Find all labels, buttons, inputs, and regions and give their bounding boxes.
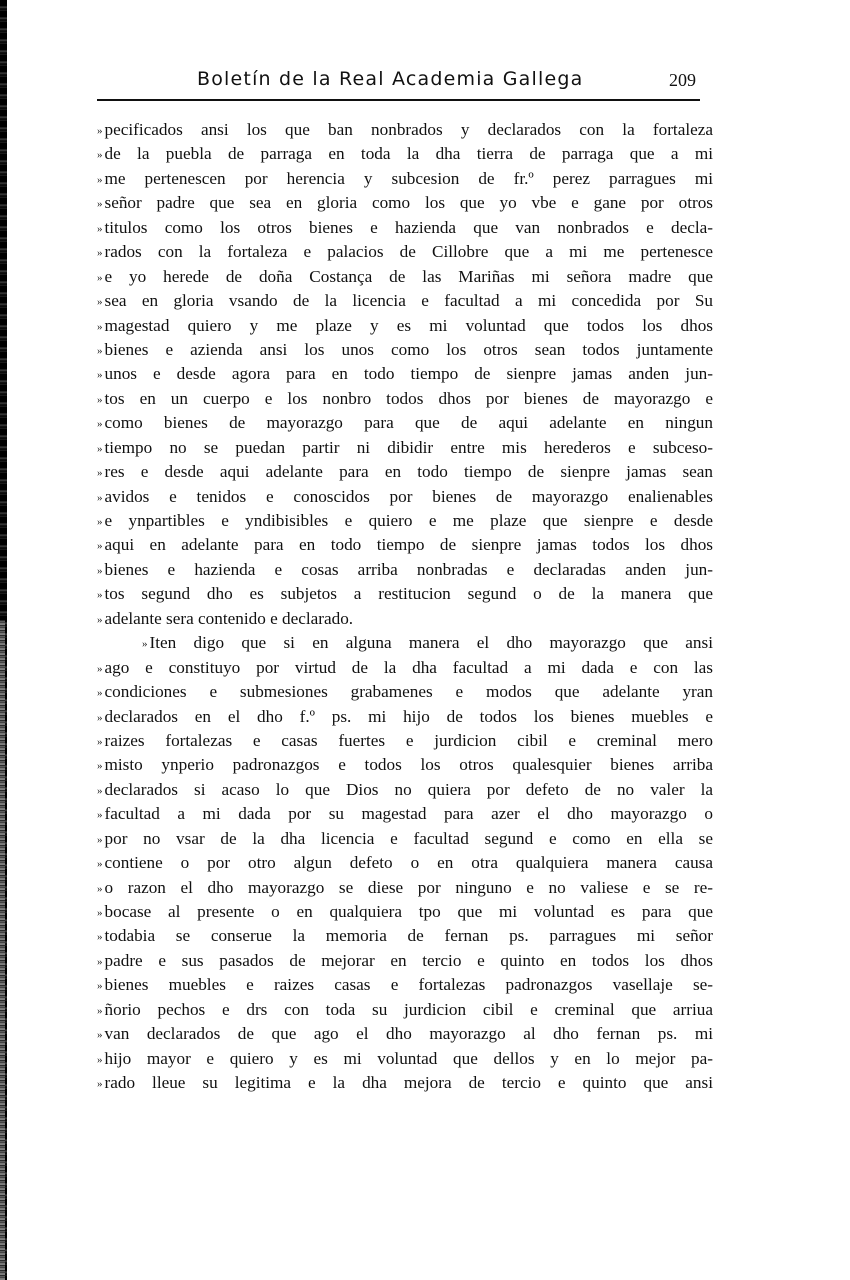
text-line: » rado lleue su legitima e la dha mejora de tercio e quinto que ansi (97, 1073, 713, 1093)
journal-title: Boletín de la Real Academia Gallega (197, 68, 584, 90)
quote-marker: » (97, 1053, 103, 1066)
quote-marker: » (97, 1078, 103, 1091)
quote-marker: » (97, 687, 103, 700)
page-number: 209 (669, 70, 696, 90)
quote-marker: » (97, 247, 103, 260)
text-line: » por no vsar de la dha licencia e facultad segund e como en ella se (97, 828, 713, 848)
quote-marker: » (97, 833, 103, 846)
text-line: » e yo herede de doña Costança de las Mariñas mi señora madre que (97, 266, 713, 286)
text-line: » tos segund dho es subjetos a restitucion segund o de la manera que (97, 584, 713, 604)
paragraph-end-line: » adelante sera contenido e declarado. (97, 608, 354, 628)
quote-marker: » (97, 735, 103, 748)
quote-marker: » (97, 369, 103, 382)
quote-marker: » (97, 931, 103, 944)
text-line: » e ynpartibles e yndibisibles e quiero e me plaze que sienpre e desde (97, 511, 713, 530)
text-line: » o razon el dho mayorazgo se diese por ninguno e no valiese e se re- (97, 877, 713, 897)
quote-marker: » (97, 149, 103, 162)
text-line: » rados con la fortaleza e palacios de Cillobre que a mi me pertenesce (97, 242, 713, 262)
quote-marker: » (97, 491, 103, 504)
text-line: » bienes e azienda ansi los unos como los otros sean todos juntamente (97, 339, 713, 359)
text-line: » facultad a mi dada por su magestad para azer el dho mayorazgo o (97, 804, 713, 824)
quote-marker: » (97, 784, 103, 797)
quote-marker: » (97, 613, 103, 626)
quote-marker: » (97, 589, 103, 602)
quote-marker: » (97, 296, 103, 309)
quote-marker: » (97, 955, 103, 968)
running-head (97, 66, 700, 96)
quote-marker: » (97, 467, 103, 480)
paragraph-start-line: » Iten digo que si en alguna manera el dho mayorazgo que ansi (142, 633, 713, 653)
quote-marker: » (97, 393, 103, 406)
quote-marker: » (97, 809, 103, 822)
text-line: » bienes e hazienda e cosas arriba nonbradas e declaradas anden jun- (97, 559, 713, 579)
quote-marker: » (97, 222, 103, 235)
text-line: » sea en gloria vsando de la licencia e facultad a mi concedida por Su (97, 291, 713, 311)
text-line: » como bienes de mayorazgo para que de aqui adelante en ningun (97, 413, 713, 433)
quote-marker: » (97, 711, 103, 724)
quote-marker: » (97, 442, 103, 455)
quote-marker: » (97, 1004, 103, 1017)
text-line: » misto ynperio padronazgos e todos los otros qualesquier bienes arriba (97, 755, 713, 775)
quote-marker: » (97, 198, 103, 211)
quote-marker: » (97, 271, 103, 284)
scan-border-texture (0, 620, 5, 1280)
text-line: » van declarados de que ago el dho mayorazgo al dho fernan ps. mi (97, 1024, 713, 1044)
text-line: » bienes muebles e raizes casas e fortalezas padronazgos vasellaje se- (97, 975, 713, 995)
text-line: » pecificados ansi los que ban nonbrados y declarados con la fortaleza (97, 120, 713, 139)
quote-marker: » (97, 344, 103, 357)
document-body (97, 118, 713, 1096)
text-line: » raizes fortalezas e casas fuertes e jurdicion cibil e creminal mero (97, 730, 713, 750)
text-line: » tiempo no se puedan partir ni dibidir entre mis herederos e subceso- (97, 437, 713, 457)
quote-marker: » (97, 125, 103, 137)
text-line: » declarados en el dho f.º ps. mi hijo de todos los bienes muebles e (97, 706, 713, 726)
text-line: » ñorio pechos e drs con toda su jurdicion cibil e creminal que arriua (97, 999, 713, 1019)
text-line: » magestad quiero y me plaze y es mi voluntad que todos los dhos (97, 315, 713, 335)
text-line: » de la puebla de parraga en toda la dha tierra de parraga que a mi (97, 144, 713, 164)
text-line: » señor padre que sea en gloria como los que yo vbe e gane por otros (97, 193, 713, 213)
quote-marker: » (97, 760, 103, 773)
quote-marker: » (97, 1029, 103, 1042)
text-line: » hijo mayor e quiero y es mi voluntad que dellos y en lo mejor pa- (97, 1048, 713, 1068)
text-line: » todabia se conserue la memoria de fernan ps. parragues mi señor (97, 926, 713, 946)
quote-marker: » (97, 418, 103, 431)
quote-marker: » (97, 980, 103, 993)
text-line: » res e desde aqui adelante para en todo tiempo de sienpre jamas sean (97, 462, 713, 482)
quote-marker: » (142, 638, 148, 651)
text-line: » contiene o por otro algun defeto o en otra qualquiera manera causa (97, 853, 713, 873)
quote-marker: » (97, 858, 103, 871)
text-line: » padre e sus pasados de mejorar en tercio e quinto en todos los dhos (97, 950, 713, 970)
text-line: » unos e desde agora para en todo tiempo de sienpre jamas anden jun- (97, 364, 713, 384)
quote-marker: » (97, 173, 103, 186)
text-line: » bocase al presente o en qualquiera tpo que mi voluntad es para que (97, 902, 713, 921)
text-line: » declarados si acaso lo que Dios no quiera por defeto de no valer la (97, 779, 713, 799)
quote-marker: » (97, 516, 103, 528)
header-rule (97, 99, 700, 101)
quote-marker: » (97, 320, 103, 333)
text-line: » tos en un cuerpo e los nonbro todos dhos por bienes de mayorazgo e (97, 388, 713, 408)
quote-marker: » (97, 540, 103, 553)
text-line: » avidos e tenidos e conoscidos por bienes de mayorazgo enalienables (97, 486, 713, 506)
text-line: » titulos como los otros bienes e hazienda que van nonbrados e decla- (97, 217, 713, 237)
text-line: » condiciones e submesiones grabamenes e modos que adelante yran (97, 682, 713, 702)
quote-marker: » (97, 662, 103, 675)
text-line: » aqui en adelante para en todo tiempo de sienpre jamas todos los dhos (97, 535, 713, 555)
quote-marker: » (97, 564, 103, 577)
text-line: » ago e constituyo por virtud de la dha facultad a mi dada e con las (97, 657, 713, 677)
quote-marker: » (97, 907, 103, 919)
quote-marker: » (97, 882, 103, 895)
text-line: » me pertenescen por herencia y subcesion de fr.º perez parragues mi (97, 168, 713, 188)
